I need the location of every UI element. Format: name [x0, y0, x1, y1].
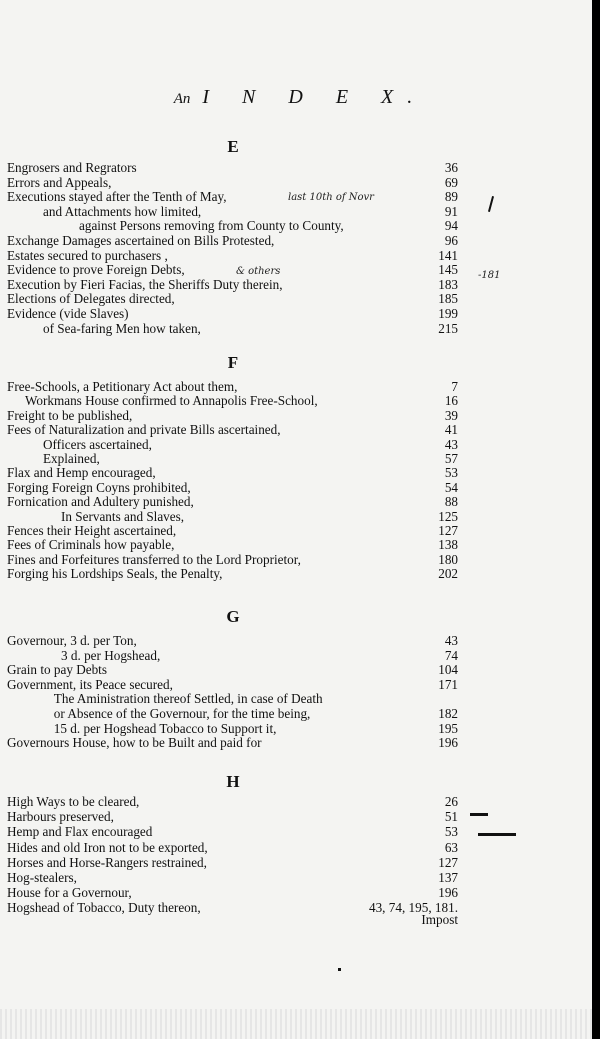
index-entry: Government, its Peace secured,	[7, 677, 173, 692]
ink-smudge	[470, 813, 488, 816]
index-entry: 15 d. per Hogshead Tobacco to Support it,	[53, 721, 277, 736]
section-letter: H	[226, 772, 240, 791]
marginal-note-evidence-page: -181	[478, 270, 501, 281]
index-entry: Harbours preserved,	[7, 810, 114, 825]
index-entry: against Persons removing from County to County,	[79, 219, 344, 234]
index-entry: Elections of Delegates directed,	[7, 292, 175, 307]
header-title: I N D E X.	[202, 86, 427, 108]
index-page-number: 138	[438, 537, 458, 553]
index-page-number: 43	[444, 633, 458, 648]
section-letter: E	[227, 137, 239, 156]
index-page-number: 141	[438, 247, 458, 263]
page-edge-damage	[0, 1009, 600, 1039]
index-page-number: 199	[438, 306, 458, 321]
index-entry: Officers ascertained,	[43, 437, 152, 452]
ink-smudge	[478, 833, 516, 836]
index-page-number: 63	[444, 839, 458, 855]
index-entry: Errors and Appeals,	[7, 175, 112, 190]
index-page-number: 127	[438, 523, 458, 538]
index-entry: Execution by Fieri Facias, the Sheriffs Duty therein,	[7, 277, 283, 292]
index-entry: Horses and Horse-Rangers restrained,	[7, 855, 207, 870]
index-page-number: 53	[444, 465, 458, 481]
index-page-number: 69	[444, 174, 458, 190]
marginal-note-evidence: & others	[236, 266, 281, 277]
index-page-number: 91	[444, 203, 458, 219]
index-page-number: 215	[438, 320, 458, 336]
index-page-number: 39	[444, 407, 458, 423]
index-entry: Executions stayed after the Tenth of May,	[7, 190, 227, 205]
index-page-number: 57	[444, 451, 458, 466]
index-page-number: 185	[438, 291, 458, 307]
ink-dot	[338, 968, 341, 971]
index-entry: Free-Schools, a Petitionary Act about them,	[7, 380, 238, 394]
index-entry: Grain to pay Debts	[7, 663, 107, 678]
index-page-number: 94	[444, 218, 458, 234]
index-page-number: 104	[438, 662, 458, 678]
header-prefix: An	[173, 91, 191, 107]
index-entry: Evidence (vide Slaves)	[7, 307, 129, 321]
marginal-note-executions: last 10th of Novr	[288, 192, 374, 203]
index-entry: Engrosers and Regrators	[7, 161, 137, 175]
index-page-number: 89	[444, 189, 458, 205]
scan-border	[592, 0, 600, 1039]
index-entry: Flax and Hemp encouraged,	[7, 466, 156, 481]
index-entry: Explained,	[43, 452, 100, 466]
index-entry: The Aministration thereof Settled, in case of Death	[53, 692, 323, 707]
index-page-number: 127	[438, 854, 458, 870]
index-entry: of Sea-faring Men how taken,	[43, 321, 201, 336]
index-page-number: 54	[444, 479, 458, 495]
index-page-number: 196	[438, 735, 458, 751]
index-page-number: 145	[438, 262, 458, 278]
index-entry: Workmans House confirmed to Annapolis Free-School,	[25, 394, 318, 409]
index-entry: Evidence to prove Foreign Debts,	[7, 263, 185, 278]
index-entry: House for a Governour,	[7, 886, 132, 901]
index-page-number: 43	[444, 436, 458, 452]
index-page-number: 96	[444, 233, 458, 248]
index-page-number: 41	[444, 422, 458, 438]
index-page-number: 74	[444, 647, 458, 663]
index-page-number: 26	[444, 794, 458, 809]
index-page-number: 53	[444, 824, 458, 840]
index-entry: and Attachments how limited,	[43, 204, 202, 219]
catchword: Impost	[421, 912, 458, 927]
index-entry: High Ways to be cleared,	[7, 795, 140, 809]
index-entry: Freight to be published,	[7, 408, 133, 423]
index-entry: Fences their Height ascertained,	[7, 524, 177, 538]
index-page-number: 171	[438, 676, 458, 692]
index-page-number: 180	[438, 551, 458, 567]
ink-stroke	[488, 196, 494, 212]
index-header	[0, 86, 600, 109]
index-entry: Exchange Damages ascertained on Bills Protested,	[7, 234, 275, 248]
index-page-number: 137	[438, 870, 458, 885]
index-entry: Hides and old Iron not to be exported,	[7, 840, 208, 855]
index-page-number: 88	[444, 494, 458, 510]
index-page-number: 43, 74, 195, 181.	[368, 900, 458, 916]
index-entry: Forging his Lordships Seals, the Penalty,	[7, 567, 223, 582]
index-page-number: 196	[438, 885, 458, 901]
index-entry: Fornication and Adultery punished,	[7, 495, 194, 510]
index-entry: Fines and Forfeitures transferred to the Lord Proprietor,	[7, 552, 301, 567]
index-entry: Hogshead of Tobacco, Duty thereon,	[7, 901, 201, 916]
index-page-number: 195	[438, 720, 458, 736]
index-entry: 3 d. per Hogshead,	[61, 648, 161, 663]
index-entry: Fees of Criminals how payable,	[7, 538, 175, 553]
index-entry: Hemp and Flax encouraged	[7, 825, 153, 840]
index-page-number: 183	[438, 276, 458, 292]
index-entry: Hog-stealers,	[7, 871, 77, 885]
index-entry: Fees of Naturalization and private Bills ascertained,	[7, 423, 281, 438]
index-entry: Governour, 3 d. per Ton,	[7, 634, 137, 648]
index-entry: In Servants and Slaves,	[61, 509, 185, 524]
index-page-number: 125	[438, 508, 458, 524]
section-letter: F	[227, 353, 239, 372]
index-entry: Governours House, how to be Built and paid for	[7, 736, 262, 751]
index-entry: Forging Foreign Coyns prohibited,	[7, 480, 191, 495]
index-page-number: 16	[444, 393, 458, 409]
index-page-number: 202	[438, 566, 458, 582]
index-page-number: 51	[444, 809, 458, 825]
index-entry: or Absence of the Governour, for the time being,	[53, 707, 311, 721]
index-page-number: 182	[438, 706, 458, 721]
index-page-number: 36	[444, 160, 458, 175]
index-entry: Estates secured to purchasers ,	[7, 248, 168, 263]
section-letter: G	[226, 607, 240, 626]
index-page-number: 7	[451, 379, 458, 394]
